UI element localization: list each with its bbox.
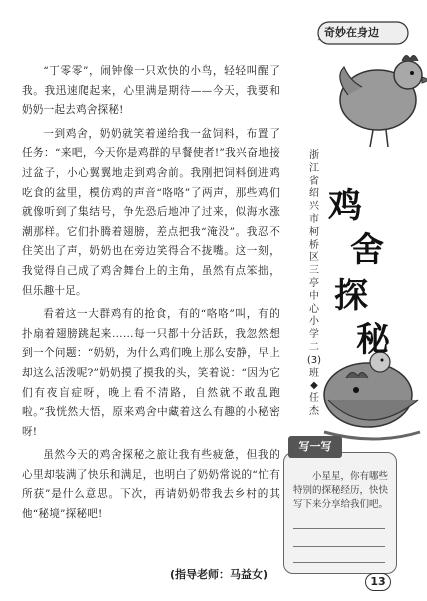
write-line-3 xyxy=(293,562,385,563)
write-line-2 xyxy=(293,546,385,547)
hen-illustration-top xyxy=(340,55,427,147)
title-char-2: 舍 xyxy=(350,230,384,270)
author-school: 浙江省绍兴市柯桥区三亭中心小学二(3)班◆任杰 xyxy=(306,150,322,417)
write-line-1 xyxy=(293,528,385,529)
hen-illustration-bottom xyxy=(324,352,420,439)
write-tag: 写一写 xyxy=(288,436,342,458)
article-body xyxy=(22,62,280,529)
paragraph-4: 虽然今天的鸡舍探秘之旅让我有些疲惫，但我的心里却装满了快乐和满足，也明白了奶奶常说的“忙有所获”是什么意思。下次，再请奶奶带我去乡村的其他“秘境”探秘吧! xyxy=(22,449,280,521)
column-badge-label: 奇妙在身边 xyxy=(324,26,379,39)
title-char-1: 鸡 xyxy=(328,186,362,226)
title-char-3: 探 xyxy=(334,276,368,316)
title-char-4: 秘 xyxy=(356,320,390,360)
teacher-credit: (指导老师：马益女) xyxy=(170,568,269,581)
page-number: 13 xyxy=(365,573,391,591)
paragraph-2: 一到鸡舍，奶奶就笑着递给我一盆饲料，布置了任务：“来吧，今天你是鸡群的早餐使者!”我兴奋地接过盆子，小心翼翼地走到鸡舍前。我刚把饲料倒进鸡吃食的盆里，模仿鸡的声音“咯咯”了两声，那些鸡们就像听到了集结号，争先恐后地冲了过来，似海水涨潮那样。它们扑腾着翅膀，差点把我“淹没”。我忍不住笑出了声，奶奶也在旁边笑得合不拢嘴。这一刻，我觉得自己成了鸡舍舞台上的主角，虽然有点笨拙，但乐趣十足。 xyxy=(22,127,280,297)
paragraph-1: “丁零零”，闹钟像一只欢快的小鸟，轻轻叫醒了我。我迅速爬起来，心里满是期待——今天，我要和奶奶一起去鸡舍探秘! xyxy=(22,65,280,117)
write-prompt: 小星星，你有哪些特别的探秘经历，快快写下来分享给我们吧。 xyxy=(293,471,389,510)
paragraph-3: 看着这一大群鸡有的抢食，有的“咯咯”叫，有的扑扇着翅膀跳起来……每一只都十分活跃，我忽然想到一个问题：“奶奶，为什么鸡们晚上那么安静，早上却这么活泼呢?”奶奶摸了摸我的头，笑着说：“因为它们有夜盲症呀，晚上看不清路，自然就不敢乱跑啦。”我恍然大悟，原来鸡舍中藏着这么有趣的小秘密呀! xyxy=(22,308,280,438)
